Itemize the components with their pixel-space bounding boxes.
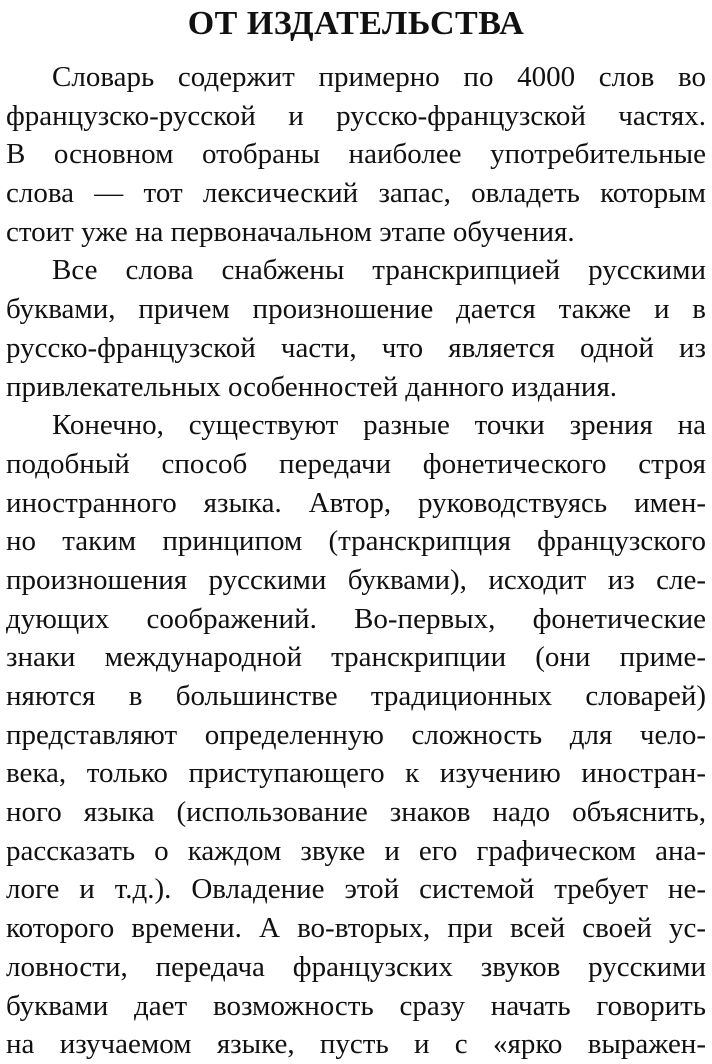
body-text — [6, 58, 706, 1064]
text-line: стоит уже на первоначальном этапе обучения. — [6, 215, 575, 248]
text-line: французско-русской и русско-французской частях. — [6, 99, 706, 132]
text-line: знаки международной транскрипции (они приме- — [6, 641, 706, 674]
text-line: привлекательных особенностей данного издания. — [6, 370, 618, 403]
text-line: логе и т.д.). Овладение этой системой требует не- — [6, 873, 706, 906]
text-line: представляют определенную сложность для чело- — [6, 718, 706, 751]
text-line: няются в большинстве традиционных словарей) — [6, 680, 706, 712]
text-line: буквами дает возможность сразу начать говорить — [6, 989, 706, 1022]
text-line: рассказать о каждом звуке и его графическом ана- — [6, 834, 706, 867]
text-line: подобный способ передачи фонетического строя — [6, 447, 706, 480]
text-line: Конечно, существуют разные точки зрения на — [52, 409, 706, 442]
text-line: которого времени. А во-вторых, при всей своей ус- — [6, 912, 706, 945]
text-line: иностранного языка. Автор, руководствуясь имен- — [6, 486, 706, 519]
text-line: но таким принципом (транскрипция французского — [6, 525, 706, 558]
text-line: дующих соображений. Во-первых, фонетические — [6, 602, 706, 635]
text-line: русско-французской части, что является одной из — [6, 331, 706, 364]
page-title: ОТ ИЗДАТЕЛЬСТВА — [187, 5, 525, 42]
text-line: ловности, передача французских звуков русскими — [6, 950, 706, 983]
text-line: на изучаемом языке, пусть и с «ярко выражен- — [6, 1028, 706, 1061]
text-line: века, только приступающего к изучению иностран- — [6, 757, 706, 790]
text-line: буквами, причем произношение дается также и в — [6, 293, 706, 326]
text-line: Все слова снабжены транскрипцией русскими — [52, 254, 706, 287]
text-line: ного языка (использование знаков надо объяснить, — [6, 796, 706, 829]
text-line: слова — тот лексический запас, овладеть которым — [6, 177, 706, 210]
text-line: В основном отобраны наиболее употребительные — [6, 138, 706, 171]
text-line: произношения русскими буквами), исходит из сле- — [6, 563, 706, 596]
text-line: Словарь содержит примерно по 4000 слов во — [52, 61, 706, 93]
